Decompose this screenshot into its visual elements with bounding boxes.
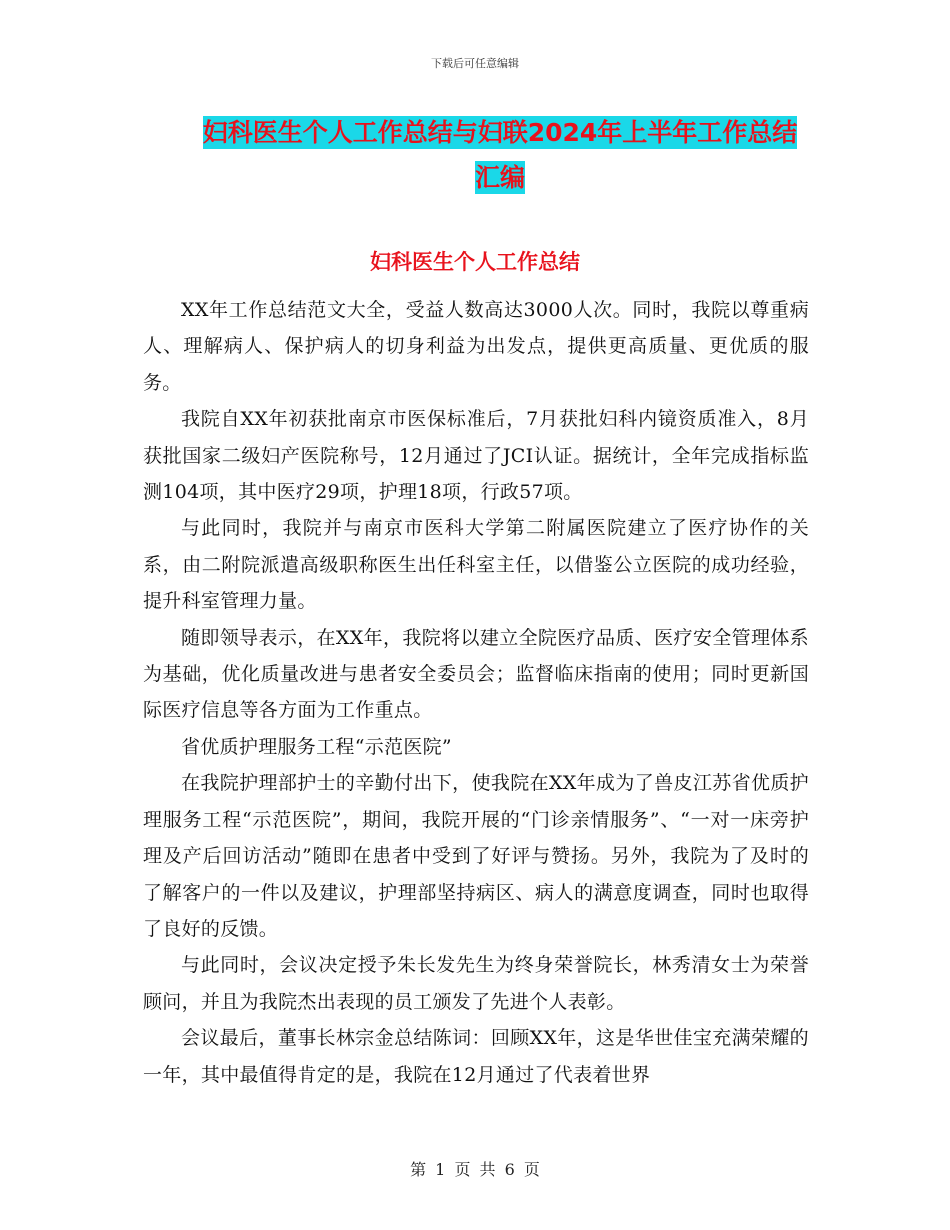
paragraph: 与此同时，我院并与南京市医科大学第二附属医院建立了医疗协作的关系，由二附院派遣高级职称医生出任科室主任，以借鉴公立医院的成功经验，提升科室管理力量。 (143, 517, 809, 613)
section-title: 妇科医生个人工作总结 (370, 250, 580, 274)
document-title (140, 110, 860, 200)
paragraph: 随即领导表示，在XX年，我院将以建立全院医疗品质、医疗安全管理体系为基础，优化质量改进与患者安全委员会；监督临床指南的使用；同时更新国际医疗信息等各方面为工作重点。 (143, 626, 809, 722)
paragraph: XX年工作总结范文大全，受益人数高达3000人次。同时，我院以尊重病人、理解病人、保护病人的切身利益为出发点，提供更高质量、更优质的服务。 (143, 299, 809, 394)
page-footer: 第 1 页 共 6 页 (410, 1160, 540, 1179)
paragraph: 与此同时，会议决定授予朱长发先生为终身荣誉院长，林秀清女士为荣誉顾问，并且为我院杰出表现的员工颁发了先进个人表彰。 (143, 954, 809, 1013)
header-note: 下载后可任意编辑 (431, 57, 519, 70)
title-line-2: 汇编 (474, 163, 525, 192)
paragraph: 省优质护理服务工程“示范医院” (181, 735, 452, 758)
document-body (143, 292, 809, 1093)
paragraph: 我院自XX年初获批南京市医保标准后，7月获批妇科内镜资质准入，8月获批国家二级妇产医院称号，12月通过了JCI认证。据统计，全年完成指标监测104项，其中医疗29项，护理18项，行政57项。 (143, 408, 809, 504)
title-line-1: 妇科医生个人工作总结与妇联2024年上半年工作总结 (202, 118, 798, 147)
paragraph: 会议最后，董事长林宗金总结陈词：回顾XX年，这是华世佳宝充满荣耀的一年，其中最值得肯定的是，我院在12月通过了代表着世界 (143, 1027, 809, 1086)
paragraph: 在我院护理部护士的辛勤付出下，使我院在XX年成为了兽皮江苏省优质护理服务工程“示范医院”，期间，我院开展的“门诊亲情服务”、“一对一床旁护理及产后回访活动”随即在患者中受到了好评与赞扬。另外，我院为了及时的了解客户的一件以及建议，护理部坚持病区、病人的满意度调查，同时也取得了良好的反馈。 (143, 772, 809, 940)
